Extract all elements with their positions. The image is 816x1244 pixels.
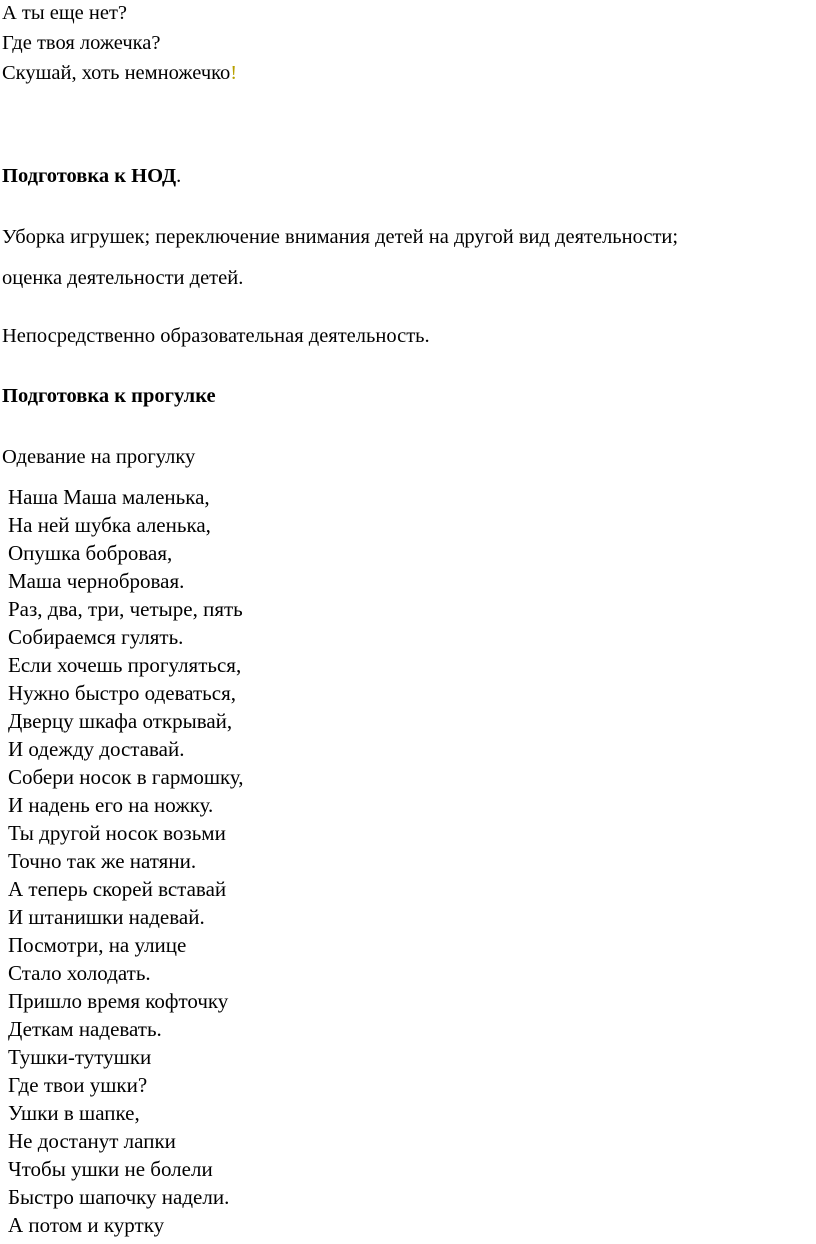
intro-poem-exclamation: ! <box>230 62 238 84</box>
walk-poem-line: Ушки в шапке, <box>8 1101 140 1125</box>
intro-poem-line <box>2 63 237 84</box>
walk-poem-line: Тушки-тутушки <box>8 1045 152 1069</box>
walk-poem-line: Посмотри, на улице <box>8 933 187 957</box>
walk-poem-line: Быстро шапочку надели. <box>8 1185 230 1209</box>
section-subtitle-walk: Одевание на прогулку <box>2 446 196 468</box>
walk-poem-line: Собери носок в гармошку, <box>8 765 244 789</box>
walk-poem-line: А потом и куртку <box>8 1213 165 1237</box>
paragraph-line: Уборка игрушек; переключение внимания детей на другой вид деятельности; <box>2 226 679 248</box>
walk-poem-line: Собираемся гулять. <box>8 625 184 649</box>
section-heading-nod <box>2 166 181 187</box>
walk-poem-line: Где твои ушки? <box>8 1073 148 1097</box>
section-heading-nod-text: Подготовка к НОД <box>2 165 177 187</box>
walk-poem-line: И надень его на ножку. <box>8 793 214 817</box>
walk-poem-line: Наша Маша маленька, <box>8 485 210 509</box>
walk-poem-line: Чтобы ушки не болели <box>8 1157 213 1181</box>
walk-poem-line: Стало холодать. <box>8 961 151 985</box>
intro-poem-line: Где твоя ложечка? <box>2 32 161 54</box>
walk-poem-line: Если хочешь прогуляться, <box>8 653 242 677</box>
walk-poem-line: Деткам надевать. <box>8 1017 162 1041</box>
walk-poem-line: И штанишки надевай. <box>8 905 205 929</box>
intro-poem-line-text: Скушай, хоть немножечко <box>2 62 231 84</box>
walk-poem-line: Маша чернобровая. <box>8 569 185 593</box>
intro-poem-line: А ты еще нет? <box>2 2 128 24</box>
section-heading-nod-suffix: . <box>176 165 182 187</box>
walk-poem-line: Опушка бобровая, <box>8 541 173 565</box>
walk-poem-line: Пришло время кофточку <box>8 989 229 1013</box>
walk-poem-line: А теперь скорей вставай <box>8 877 227 901</box>
walk-poem-line: Раз, два, три, четыре, пять <box>8 597 243 621</box>
paragraph-line: оценка деятельности детей. <box>2 267 244 289</box>
walk-poem-line: Дверцу шкафа открывай, <box>8 709 233 733</box>
walk-poem-line: И одежду доставай. <box>8 737 185 761</box>
section-heading-walk: Подготовка к прогулке <box>2 385 216 407</box>
walk-poem-line: На ней шубка аленька, <box>8 513 211 537</box>
walk-poem-line: Не достанут лапки <box>8 1129 176 1153</box>
walk-poem-line: Нужно быстро одеваться, <box>8 681 236 705</box>
walk-poem-line: Ты другой носок возьми <box>8 821 226 845</box>
walk-poem-line: Точно так же натяни. <box>8 849 197 873</box>
paragraph-activity: Непосредственно образовательная деятельность. <box>2 325 430 347</box>
